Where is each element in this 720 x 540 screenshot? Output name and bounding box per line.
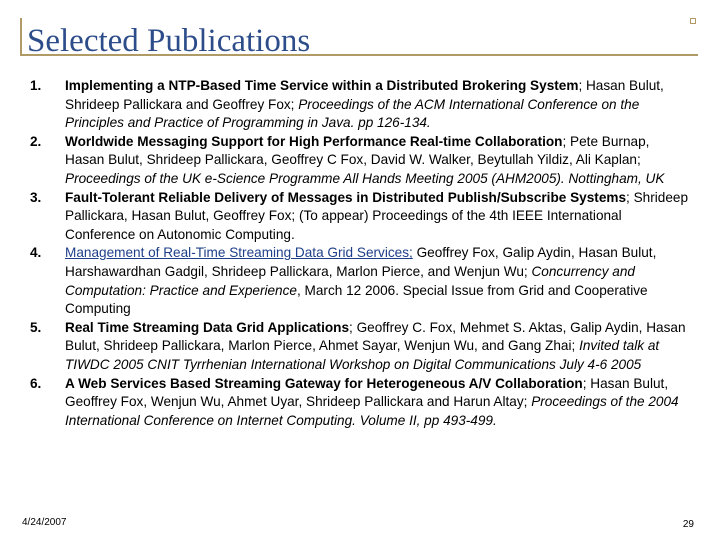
publication-title: Worldwide Messaging Support for High Performance Real-time Collaboration — [65, 133, 563, 149]
list-item — [30, 244, 692, 318]
frame-corner-mark — [690, 18, 696, 24]
frame-vertical-rule — [20, 18, 22, 56]
page-number: 29 — [682, 519, 694, 530]
item-number: 3. — [30, 189, 42, 205]
publication-title: Implementing a NTP-Based Time Service within a Distributed Brokering System — [65, 78, 579, 93]
publication-authors: ; Geoffrey C. Fox, Mehmet S. Aktas, Galip Aydin, Hasan Bulut, Shrideep Pallickara, Marlon Pierce, Ahmet Sayar, Wenjun Wu, and Gang Zhai; — [65, 319, 686, 354]
item-number: 1. — [30, 78, 42, 93]
publication-authors: ; Shrideep Pallickara, Hasan Bulut, Geoffrey Fox; (To appear) Proceedings of the 4th IEEE International Conference on Autonomic Computing. — [65, 189, 688, 242]
list-item — [30, 319, 692, 375]
publication-venue: Proceedings of the ACM International Conference on the Principles and Practice of Programming in Java. pp 126-134. — [65, 96, 640, 131]
publication-authors: ; Pete Burnap, Hasan Bulut, Shrideep Pallickara, Geoffrey C Fox, David W. Walker, Beytullah Yildiz, Ali Kaplan; — [65, 133, 650, 168]
list-item — [30, 375, 692, 431]
footer-date: 4/24/2007 — [22, 517, 67, 528]
publication-list — [30, 77, 692, 430]
publication-title-link[interactable]: Management of Real-Time Streaming Data Grid Services; — [65, 245, 413, 261]
publication-venue: Proceedings of the 2004 International Conference on Internet Computing. Volume II, pp 493-499. — [65, 394, 679, 428]
item-number: 4. — [30, 245, 42, 261]
publication-authors: Geoffrey Fox, Galip Aydin, Hasan Bulut, Harshawardhan Gadgil, Shrideep Pallickara, Marlon Pierce, and Wenjun Wu; — [65, 245, 657, 279]
publication-venue: Concurrency and Computation: Practice and Experience — [65, 263, 635, 298]
list-item — [30, 189, 692, 245]
item-number: 5. — [30, 319, 42, 335]
publication-title: Real Time Streaming Data Grid Applications — [65, 319, 350, 335]
publication-venue: Invited talk at TIWDC 2005 CNIT Tyrrhenian International Workshop on Digital Communications July 4-6 2005 — [65, 338, 660, 372]
item-number: 6. — [30, 375, 42, 391]
item-number: 2. — [30, 133, 42, 149]
publication-title: Fault-Tolerant Reliable Delivery of Messages in Distributed Publish/Subscribe Systems — [65, 189, 627, 205]
publication-tail: , March 12 2006. Special Issue from Grid and Cooperative Computing — [65, 282, 648, 317]
publication-authors: ; Hasan Bulut, Geoffrey Fox, Wenjun Wu, Ahmet Uyar, Shrideep Pallickara and Harun Altay; — [65, 375, 669, 410]
publication-venue: Proceedings of the UK e-Science Programme All Hands Meeting 2005 (AHM2005). Nottingham, UK — [65, 170, 665, 186]
publication-title: A Web Services Based Streaming Gateway for Heterogeneous A/V Collaboration — [65, 375, 583, 391]
list-item — [30, 133, 692, 189]
list-item — [30, 77, 692, 133]
page-title: Selected Publications — [27, 23, 311, 59]
publication-authors: ; Hasan Bulut, Shrideep Pallickara and Geoffrey Fox; — [65, 78, 664, 112]
